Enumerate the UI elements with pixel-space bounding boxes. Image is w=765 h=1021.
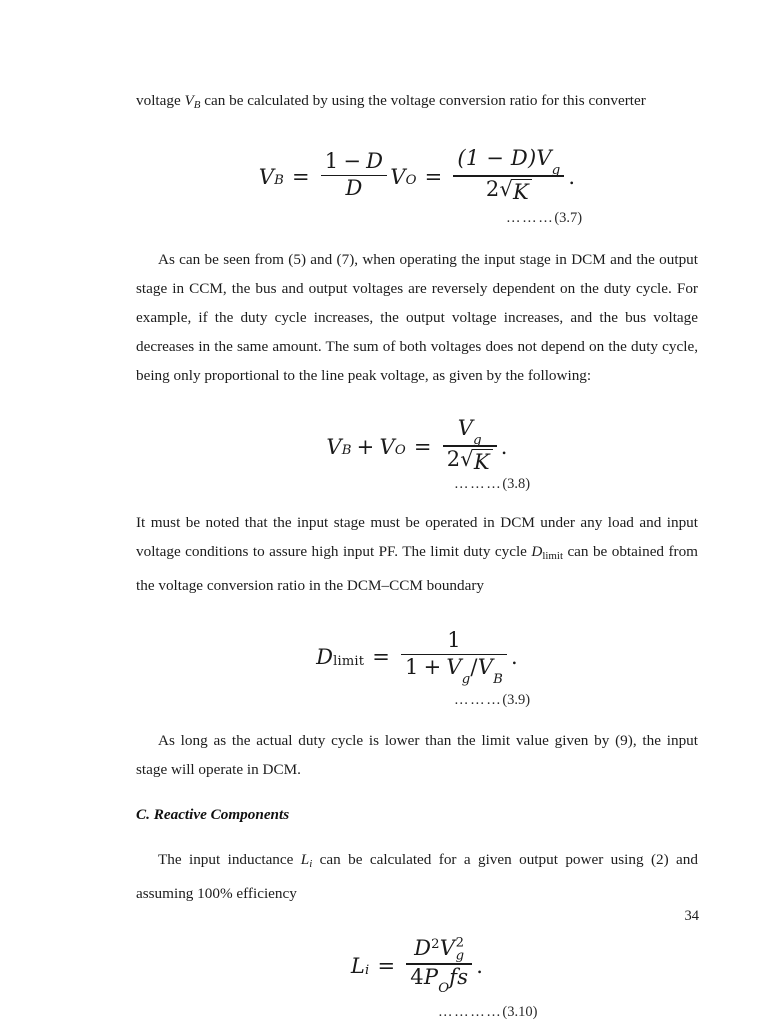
eq38-radicand-k: K: [473, 449, 493, 475]
eq38-v1: V: [326, 434, 342, 459]
eq38-sqrt: [460, 446, 492, 475]
eq310-denominator: [406, 964, 472, 997]
eq37-frac1-minus: −: [343, 149, 362, 174]
intro-text-before: voltage: [136, 92, 185, 109]
equation-3-10: [350, 935, 484, 997]
equation-3-8: [326, 418, 507, 475]
symbol-subscript-i: i: [309, 858, 313, 871]
eq310-den-s: s: [457, 964, 469, 989]
symbol-subscript-b: B: [193, 99, 201, 112]
inline-symbol-li: [300, 851, 313, 871]
eq310-period: .: [476, 954, 484, 979]
eq39-period: .: [511, 645, 518, 670]
radical-icon: √: [460, 446, 474, 471]
eq39-lhs-d: D: [316, 645, 334, 670]
eq39-denominator: [401, 654, 507, 687]
eq310-num-v-sub: g: [455, 947, 465, 963]
eq38-numerator: [454, 416, 486, 448]
paragraph-4: [136, 845, 698, 908]
eq310-lhs-sub-i: i: [365, 962, 370, 978]
eq38-den-coef: 2: [446, 446, 461, 471]
radical-icon: √: [499, 176, 514, 201]
eq37-fraction-2: [453, 147, 564, 204]
eq38-tag-dots: ………: [454, 476, 503, 493]
eq310-fraction: [406, 935, 472, 997]
eq37-lhs-v: V: [258, 164, 275, 189]
eq39-tag-label: (3.9): [502, 692, 531, 709]
eq37-frac1-numerator: [321, 150, 387, 175]
eq37-lhs-sub: B: [274, 173, 284, 189]
eq38-fraction: [443, 417, 497, 474]
eq310-den-p: P: [423, 964, 439, 989]
inline-symbol-vb: [184, 92, 201, 112]
page-number: 34: [684, 908, 699, 924]
eq38-equals: =: [413, 434, 432, 459]
eq38-num-v: V: [457, 416, 474, 441]
symbol-l: L: [300, 851, 310, 869]
eq38-period: .: [500, 434, 508, 459]
eq37-mid-sub: O: [405, 173, 417, 189]
eq38-v1-sub: B: [341, 443, 352, 459]
equation-3-7-tag: [506, 210, 582, 227]
equation-3-7-block: [136, 146, 698, 227]
symbol-d: D: [531, 543, 543, 561]
eq39-den-one: 1: [405, 654, 419, 679]
eq310-den-coef: 4: [410, 964, 424, 989]
eq310-num-d: D: [414, 936, 432, 961]
eq310-num-v-sup: 2: [455, 935, 465, 951]
symbol-v: V: [184, 92, 194, 109]
eq37-mid-v: V: [390, 164, 406, 189]
paragraph-1: As can be seen from (5) and (7), when operating the input stage in DCM and the output stage in CCM, the bus and output voltages are reversely dependent on the duty cycle. For example, if the duty cycle increases, the output voltage increases, and the bus voltage decreases in the same amount. The sum of both voltages does not depend on the duty cycle, being only proportional to the line peak voltage, as given by the following:: [136, 251, 698, 385]
inline-symbol-dlimit: [531, 543, 563, 563]
eq37-equals: =: [292, 164, 310, 189]
equation-3-8-row: [136, 418, 698, 475]
page-content: [136, 86, 698, 1021]
eq37-frac2-denominator: [482, 177, 536, 205]
eq310-lhs-l: L: [350, 954, 366, 979]
eq37-frac1-denominator: D: [345, 176, 363, 201]
eq37-period: .: [568, 164, 576, 189]
eq37-frac2-num-sub: g: [551, 162, 561, 178]
equation-3-8-tag: [454, 476, 530, 493]
eq310-tag-label: (3.10): [502, 1004, 538, 1021]
eq37-frac1-one: 1: [324, 149, 339, 174]
spacer-2: [136, 490, 698, 508]
eq39-den-v1: V: [446, 654, 462, 679]
eq37-frac2-numerator: [453, 146, 564, 178]
eq39-den-v2: V: [477, 654, 494, 679]
eq39-fraction: [401, 628, 507, 687]
symbol-subscript-limit: limit: [542, 550, 563, 563]
eq310-num-v-subsup: [456, 937, 465, 962]
eq310-tag-dots: …………: [438, 1004, 503, 1021]
equation-3-8-block: [136, 416, 698, 493]
paragraph-4-text-b: can be calculated for a given output power using (2) and assuming 100% efficiency: [136, 851, 698, 903]
equation-3-10-block: [136, 935, 698, 1021]
eq39-den-v2-sub: B: [493, 671, 503, 687]
eq38-denominator: [443, 447, 497, 475]
eq37-tag-label: (3.7): [554, 210, 583, 227]
eq38-v2-sub: O: [394, 443, 406, 459]
eq37-radicand-k: K: [512, 179, 532, 205]
eq37-sqrt: [499, 176, 531, 205]
paragraph-2-text-b: can be obtained from the voltage conversion ratio in the DCM–CCM boundary: [136, 543, 698, 595]
eq39-lhs-sub-limit: limit: [333, 653, 365, 669]
equation-3-9: [316, 628, 518, 687]
equation-3-10-row: [136, 935, 698, 997]
eq37-tag-dots: ………: [506, 210, 555, 227]
eq39-numerator: 1: [447, 628, 461, 653]
eq38-num-sub: g: [473, 432, 482, 448]
eq39-equals: =: [372, 645, 391, 670]
paragraph-2: [136, 508, 698, 600]
paragraph-4-text-a: The input inductance: [158, 851, 301, 869]
eq310-num-v: V: [439, 936, 456, 961]
eq310-den-p-sub: O: [438, 981, 450, 997]
eq38-plus: +: [356, 434, 375, 459]
spacer-5: [136, 829, 698, 845]
eq310-equals: =: [377, 954, 396, 979]
spacer-4: [136, 784, 698, 800]
section-heading-c: C. Reactive Components: [136, 806, 290, 824]
paragraph-2-text-a: It must be noted that the input stage must be operated in DCM under any load and input voltage conditions to assure high input PF. The limit duty cycle: [136, 514, 698, 561]
eq37-frac2-num-text: (1 − D)V: [457, 146, 552, 171]
eq310-num-d-sup: 2: [431, 937, 440, 953]
intro-text-after: can be calculated by using the voltage conversion ratio for this converter: [200, 92, 646, 109]
eq37-equals-2: =: [424, 164, 443, 189]
equation-3-10-tag: [438, 1004, 537, 1021]
spacer-1: [136, 224, 698, 245]
eq37-fraction-1: [321, 150, 387, 200]
eq37-frac2-coef: 2: [485, 176, 500, 201]
intro-paragraph: [136, 86, 698, 120]
equation-3-9-tag: [454, 692, 530, 709]
eq39-den-plus: +: [423, 654, 442, 679]
equation-3-7-row: [136, 148, 698, 205]
eq39-den-v1-sub: g: [461, 671, 471, 687]
eq38-v2: V: [379, 434, 395, 459]
eq37-frac1-d: D: [366, 149, 384, 174]
paragraph-3: As long as the actual duty cycle is lower than the limit value given by (9), the input stage will operate in DCM.: [136, 732, 698, 779]
eq38-tag-label: (3.8): [502, 476, 531, 493]
eq310-numerator: [410, 937, 468, 963]
eq39-tag-dots: ………: [454, 692, 503, 709]
equation-3-7: [259, 148, 576, 205]
spacer-3: [136, 708, 698, 726]
eq39-den-slash: /: [470, 654, 478, 679]
eq310-den-f: f: [449, 964, 458, 989]
equation-3-9-block: [136, 630, 698, 708]
equation-3-9-row: [136, 628, 698, 687]
